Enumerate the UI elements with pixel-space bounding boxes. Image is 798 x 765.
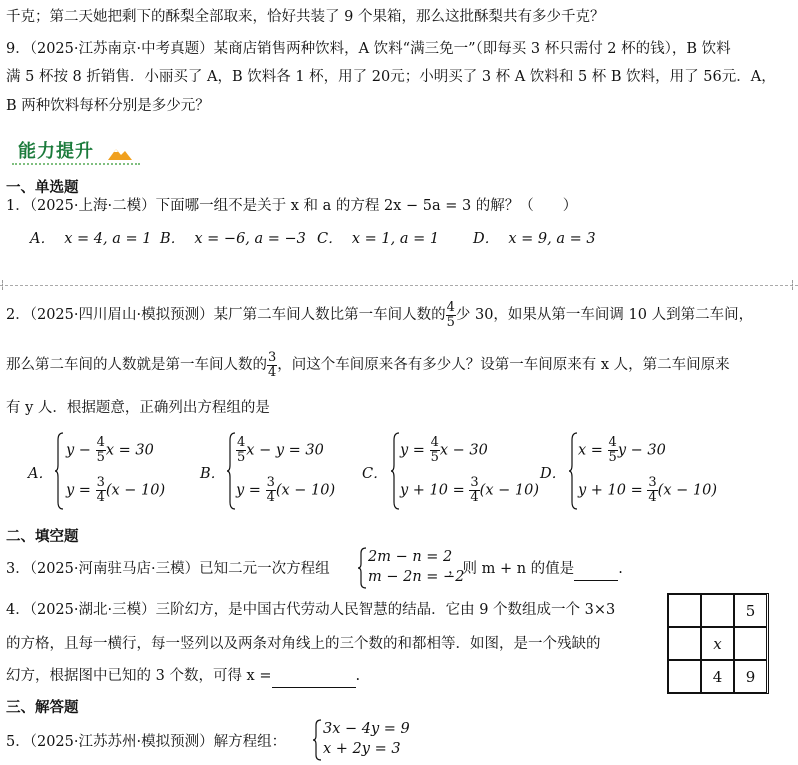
problem-9-line2: 满 5 杯按 8 折销售．小丽买了 A，B 饮料各 1 杯，用了 20元；小明买了 3 杯 A 饮料和 5 杯 B 饮料，用了 56元．A， [6, 69, 776, 85]
brace-icon [390, 432, 400, 510]
question-4-line3: 幻方，根据图中已知的 3 个数，可得 x = . [6, 665, 794, 688]
question-1-text: 1．（2025·上海·二模）下面哪一组不是关于 x 和 a 的方程 2x − 5a = 3 的解？（ ） [6, 198, 578, 214]
question-3: 3．（2025·河南驻马店·三模）已知二元一次方程组 [6, 561, 330, 577]
magic-cell: x [701, 627, 734, 660]
q3-answer-line: ，则 m + n 的值是 . [448, 558, 623, 581]
magic-cell [734, 627, 767, 660]
brace-icon [357, 547, 367, 589]
q4-answer-blank [272, 665, 356, 688]
mountain-icon [108, 145, 132, 161]
magic-square [667, 593, 769, 694]
section-heading-solve: 三、解答题 [6, 700, 79, 716]
section-heading-fill-blank: 二、填空题 [6, 529, 79, 545]
q1-option-d: D． x = 9, a = 3 [473, 231, 596, 247]
ability-banner [12, 135, 142, 167]
brace-icon [312, 719, 322, 761]
q1-option-b: B． x = −6, a = −3 [160, 231, 306, 247]
question-4-line2: 的方格，且每一横行，每一竖列以及两条对角线上的三个数的和都相等．如图，是一个残缺的 [6, 636, 601, 652]
q1-option-a: A． x = 4, a = 1 [30, 231, 152, 247]
problem-9-line1: 9．（2025·江苏南京·中考真题）某商店销售两种饮料，A 饮料“满三免一”（即每买 3 杯只需付 2 杯的钱），B 饮料 [6, 41, 731, 57]
question-2-line3: 有 y 人．根据题意，正确列出方程组的是 [6, 400, 270, 416]
magic-cell: 4 [701, 660, 734, 693]
q2-option-c: C． y = $\frac{4}{5}$ x − 30 y + 10 = $\frac{3}{4}$ (x − 10) [362, 430, 552, 512]
q2-option-d: D． x = $\frac{4}{5}$ y − 30 y + 10 = $\frac{3}{4}$ (x − 10) [540, 430, 740, 512]
brace-icon [568, 432, 578, 510]
page-break-line [0, 285, 798, 286]
q5-system: 3x − 4y = 9 x + 2y = 3 [323, 721, 410, 757]
magic-cell [701, 594, 734, 627]
q2-option-a: A． y − $\frac{4}{5}$ x = 30 y = $\frac{3}{4}$ (x − 10) [28, 430, 198, 512]
q1-option-c: C． x = 1, a = 1 [317, 231, 440, 247]
page-break-mark-right [792, 280, 794, 290]
fraction-4-5: $\frac{4}{5}$ [446, 299, 455, 330]
q3-system: 2m − n = 2 m − 2n = −2 [368, 549, 465, 585]
banner-title: 能力提升 [18, 141, 94, 162]
fraction-3-4: $\frac{3}{4}$ [268, 349, 277, 380]
magic-cell: 5 [734, 594, 767, 627]
question-5: 5．（2025·江苏苏州·模拟预测）解方程组： [6, 734, 287, 750]
magic-cell: 9 [734, 660, 767, 693]
section-heading-single-choice: 一、单选题 [6, 180, 79, 196]
magic-cell [668, 594, 701, 627]
question-2-line1: 2．（2025·四川眉山·模拟预测）某厂第二车间人数比第一车间人数的 $\frac{4}{5}$ 少 30，如果从第一车间调 10 人到第二车间， [6, 299, 754, 330]
q3-answer-blank [574, 558, 618, 581]
problem-8-tail: 千克；第二天她把剩下的酥梨全部取来，恰好共装了 9 个果箱，那么这批酥梨共有多少千克？ [6, 9, 605, 25]
magic-cell [668, 660, 701, 693]
brace-icon [226, 432, 236, 510]
problem-9-line3: B 两种饮料每杯分别是多少元？ [6, 98, 210, 114]
page-break-mark-left [2, 280, 4, 290]
question-2-line2: 那么第二车间的人数就是第一车间人数的 $\frac{3}{4}$ ，问这个车间原来各有多少人？设第一车间原来有 x 人，第二车间原来 [6, 349, 730, 380]
banner-underline [12, 163, 140, 165]
question-4-line1: 4．（2025·湖北·三模）三阶幻方，是中国古代劳动人民智慧的结晶．它由 9 个数组成一个 3×3 [6, 602, 616, 618]
magic-cell [668, 627, 701, 660]
brace-icon [54, 432, 64, 510]
q2-option-b: B． $\frac{4}{5}$ x − y = 30 y = $\frac{3}{4}$ (x − 10) [200, 430, 370, 512]
